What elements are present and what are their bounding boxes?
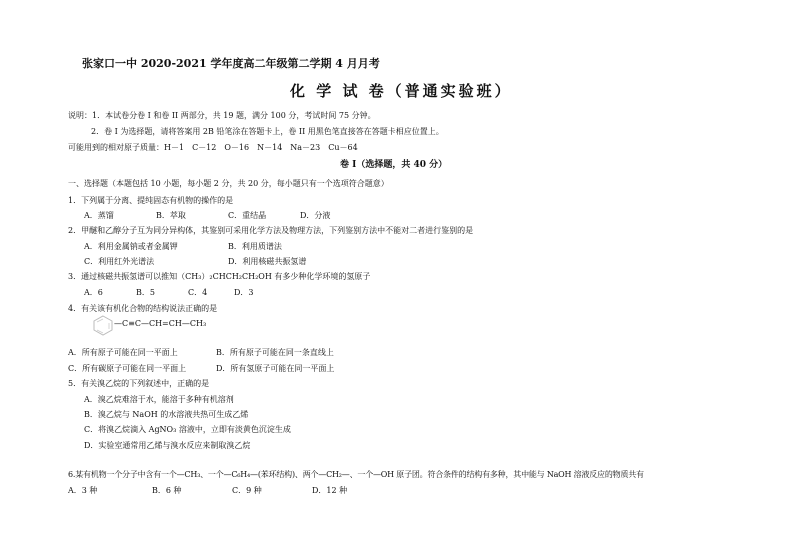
q4-option-b[interactable]: B．所有原子可能在同一条直线上 [216, 348, 334, 357]
benzene-ring-icon [90, 314, 116, 336]
q1-option-c[interactable]: C．重结晶 [228, 211, 267, 220]
q6-option-c[interactable]: C．9 种 [232, 486, 262, 495]
question-5-stem: 5．有关溴乙烷的下列叙述中，正确的是 [68, 379, 210, 388]
question-2-stem: 2．甲醚和乙醇分子互为同分异构体，其鉴别可采用化学方法及物理方法，下列鉴别方法中不能对二者进行鉴别的是 [68, 226, 474, 235]
q4-option-a[interactable]: A．所有原子可能在同一平面上 [68, 348, 178, 357]
section-heading: 一、选择题（本题包括 10 小题，每小题 2 分，共 20 分，每小题只有一个选项符合题意） [68, 179, 389, 188]
question-3-stem: 3．通过核磁共振氢谱可以推知（CH₃）₂CHCH₂CH₂OH 有多少种化学环境的氢原子 [68, 272, 371, 281]
q5-option-a[interactable]: A．溴乙烷难溶于水，能溶于多种有机溶剂 [84, 395, 234, 404]
instruction-line-2: 2．卷 I 为选择题，请将答案用 2B 铅笔涂在答题卡上，卷 II 用黑色笔直接答在答题卡相应位置上。 [91, 127, 444, 136]
structure-chain: —C≡C—CH=CH—CH₃ [114, 319, 207, 328]
exam-title: 张家口一中 2020-2021 学年度高二年级第二学期 4 月月考 [82, 57, 380, 70]
question-4-stem: 4．有关该有机化合物的结构说法正确的是 [68, 304, 218, 313]
q6-option-a[interactable]: A．3 种 [68, 486, 98, 495]
q2-option-d[interactable]: D．利用核磁共振氢谱 [228, 257, 307, 266]
q5-option-d[interactable]: D．实验室通常用乙烯与溴水反应来制取溴乙烷 [84, 441, 251, 450]
q3-option-d[interactable]: D．3 [234, 288, 254, 297]
q2-option-c[interactable]: C．利用红外光谱法 [84, 257, 155, 266]
q1-option-a[interactable]: A．蒸馏 [84, 211, 114, 220]
subject-title: 化 学 试 卷（普通实验班） [290, 82, 513, 100]
q2-option-b[interactable]: B．利用质谱法 [228, 242, 282, 251]
q4-option-d[interactable]: D．所有氢原子可能在同一平面上 [216, 364, 335, 373]
instruction-line-1: 说明：1．本试卷分卷 I 和卷 II 两部分，共 19 题，满分 100 分，考试时间 75 分钟。 [68, 111, 376, 120]
part1-title: 卷 I（选择题，共 40 分） [340, 160, 448, 170]
q1-option-b[interactable]: B．萃取 [156, 211, 186, 220]
q2-option-a[interactable]: A．利用金属钠或者金属钾 [84, 242, 178, 251]
q6-option-d[interactable]: D．12 种 [312, 486, 348, 495]
atomic-mass-line: 可能用到的相对原子质量：H－1 C－12 O－16 N－14 Na－23 Cu－64 [68, 143, 358, 152]
q1-option-d[interactable]: D．分液 [300, 211, 331, 220]
question-6-stem: 6.某有机物一个分子中含有一个—CH₃、一个—C₆H₄—(苯环结构)、两个—CH₂—、一个—OH 原子团。符合条件的结构有多种，其中能与 NaOH 溶液反应的物质共有 [68, 470, 644, 479]
q5-option-c[interactable]: C．将溴乙烷滴入 AgNO₃ 溶液中，立即有淡黄色沉淀生成 [84, 425, 291, 434]
molecule-structure [90, 314, 230, 336]
q3-option-c[interactable]: C．4 [188, 288, 208, 297]
q5-option-b[interactable]: B．溴乙烷与 NaOH 的水溶液共热可生成乙烯 [84, 410, 249, 419]
question-1-stem: 1．下列属于分离、提纯固态有机物的操作的是 [68, 196, 234, 205]
q3-option-b[interactable]: B．5 [136, 288, 155, 297]
q3-option-a[interactable]: A．6 [84, 288, 103, 297]
q4-option-c[interactable]: C．所有碳原子可能在同一平面上 [68, 364, 187, 373]
q6-option-b[interactable]: B．6 种 [152, 486, 182, 495]
